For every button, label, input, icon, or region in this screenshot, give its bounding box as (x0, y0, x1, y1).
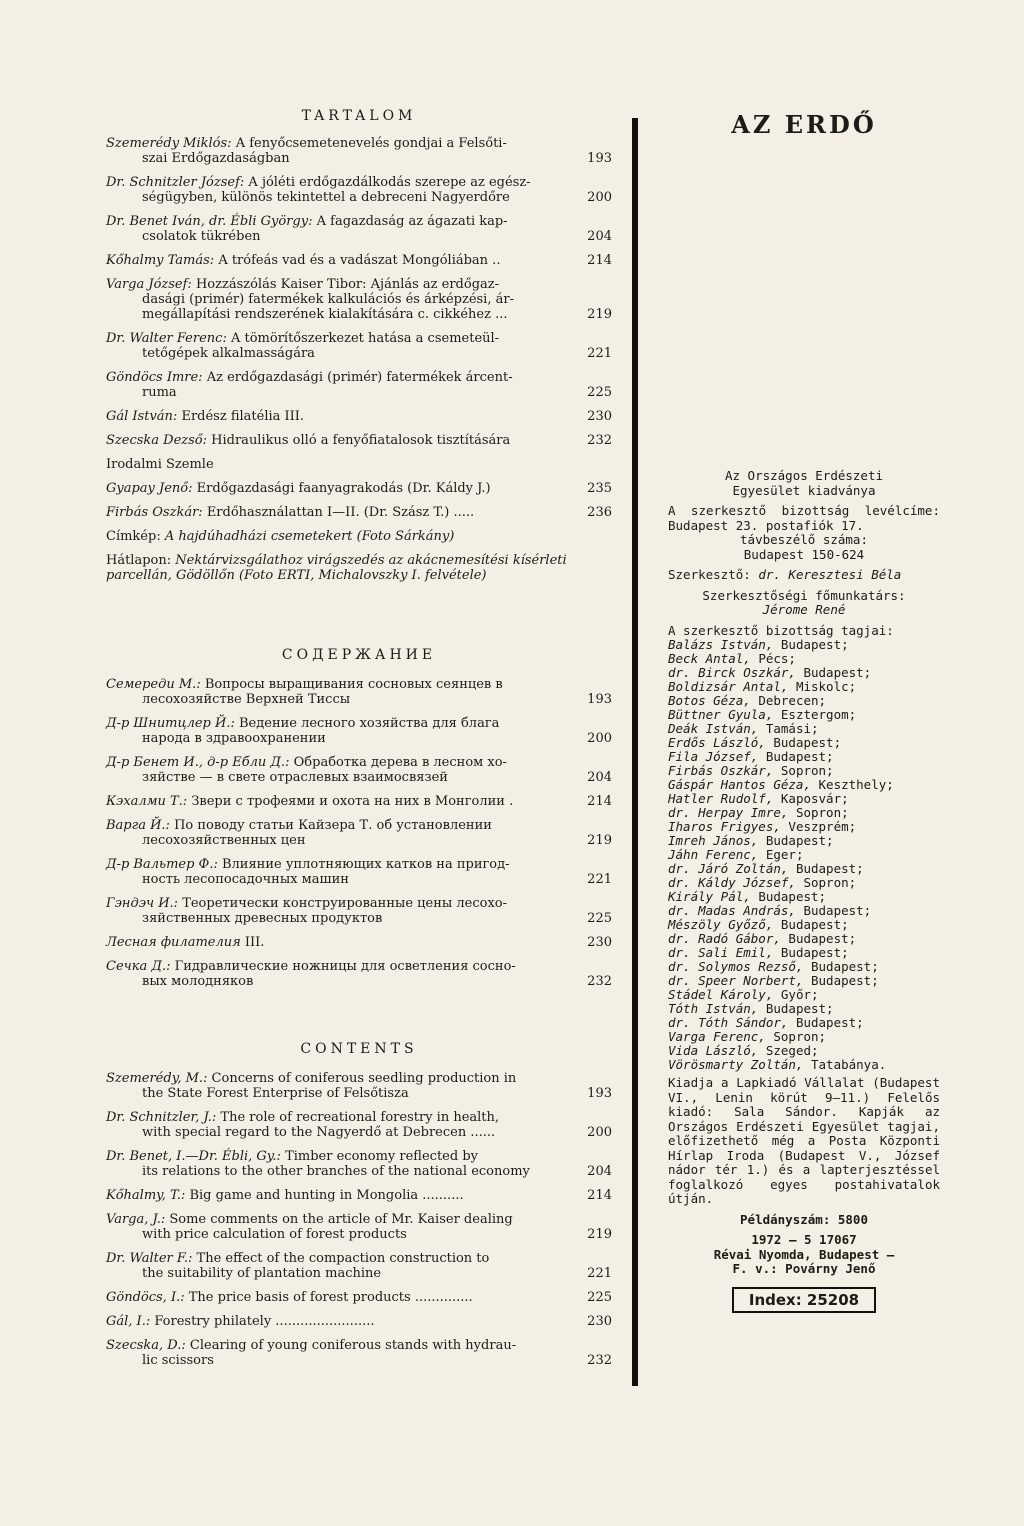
contents-entry (106, 1290, 612, 1305)
entry-page-number: 230 (587, 409, 612, 424)
entry-author: Д-р Бенет И., д-р Ебли Д.: (106, 755, 290, 770)
entry-title-continued: with special regard to the Nagyerdő at Debrecen ...... (142, 1125, 496, 1140)
contents-entry (106, 175, 612, 205)
member-name: Tóth István, (668, 1001, 759, 1016)
printer: Révai Nyomda, Budapest — (713, 1246, 895, 1262)
entry-title-continued: лесохозяйственных цен (142, 833, 306, 848)
editor (668, 568, 940, 583)
entry-author: Szemerédy Miklós: (106, 136, 232, 151)
entry-author: Kőhalmy, T.: (106, 1188, 186, 1203)
member-name: dr. Radó Gábor, (668, 931, 781, 946)
entry-author: Gál István: (106, 409, 178, 424)
contents-entry (106, 1110, 612, 1140)
publisher-line-2: Egyesület kiadványa (732, 482, 876, 498)
entry-author: Д-р Вальтер Ф.: (106, 857, 218, 872)
entry-title: The role of recreational forestry in health, (220, 1110, 500, 1125)
member-place: Budapest; (803, 903, 872, 918)
member-name: Boldizsár Antal, (668, 679, 789, 694)
entry-author: Firbás Oszkár: (106, 505, 203, 520)
board-member (668, 722, 940, 736)
member-name: Gáspár Hantos Géza, (668, 777, 811, 792)
contents-entry (106, 136, 612, 166)
phone (668, 533, 940, 562)
board-members (668, 638, 940, 1072)
en-contents-title: CONTENTS (300, 1041, 418, 1057)
member-name: Vörösmarty Zoltán, (668, 1057, 804, 1072)
board-member (668, 652, 940, 666)
entry-title: Звери с трофеями и охота на них в Монголии . (191, 794, 514, 809)
entry-title: Timber economy reflected by (285, 1149, 478, 1164)
entry-title-continued: dasági (primér) fatermékek kalkulációs és árképzési, ár- (142, 292, 514, 307)
member-place: Budapest; (780, 917, 849, 932)
entry-title: A trófeás vad és a vadászat Mongóliában .. (218, 253, 501, 268)
member-place: Budapest; (795, 861, 864, 876)
contents-entry (106, 1314, 612, 1329)
board-member (668, 932, 940, 946)
entry-title: Ведение лесного хозяйства для блага (239, 716, 500, 731)
entry-title: Az erdőgazdasági (primér) fatermékek árcent- (206, 370, 513, 385)
entry-author: Kőhalmy Tamás: (106, 253, 215, 268)
contents-entry (106, 253, 612, 268)
entry-title-continued: зяйственных древесных продуктов (142, 911, 383, 926)
entry-page-number: 225 (587, 1290, 612, 1305)
member-name: dr. Herpay Imre, (668, 805, 789, 820)
ru-contents-list (106, 677, 612, 989)
entry-title: A fenyőcsemetenevelés gondjai a Felsőti- (235, 136, 507, 151)
contents-column (106, 108, 612, 1377)
board-label: A szerkesztő bizottság tagjai: (668, 622, 894, 638)
entry-author: Лесная филателия (106, 935, 241, 950)
member-name: dr. Madas András, (668, 903, 796, 918)
entry-page-number: 204 (587, 1164, 612, 1179)
member-place: Budapest; (811, 959, 879, 974)
entry-page-number: 232 (587, 974, 612, 989)
entry-title-continued: лесохозяйстве Верхней Тиссы (142, 692, 351, 707)
review-list (106, 481, 612, 520)
contents-entry (106, 1188, 612, 1203)
member-place: Győr; (780, 987, 819, 1002)
column-divider (632, 118, 638, 1386)
entry-page-number: 236 (587, 505, 612, 520)
entry-title: Clearing of young coniferous stands with hydrau- (189, 1338, 517, 1353)
board-member (668, 876, 940, 890)
board-member (668, 904, 940, 918)
contents-entry (106, 755, 612, 785)
board-member (668, 1016, 940, 1030)
entry-title: Теоретически конструированные цены лесохо- (182, 896, 507, 911)
member-name: Firbás Oszkár, (668, 763, 774, 778)
contents-entry (106, 481, 612, 496)
entry-author: Варга Й.: (106, 818, 170, 833)
entry-page-number: 214 (587, 1188, 612, 1203)
entry-page-number: 193 (587, 151, 612, 166)
board-member (668, 708, 940, 722)
board-member (668, 666, 940, 680)
board-member (668, 1044, 940, 1058)
member-name: dr. Járó Zoltán, (668, 861, 789, 876)
entry-title-continued: tetőgépek alkalmasságára (142, 346, 315, 361)
entry-title: Big game and hunting in Mongolia .......... (189, 1188, 464, 1203)
printer-head: F. v.: Povárny Jenő (732, 1261, 876, 1276)
member-place: Budapest; (780, 945, 849, 960)
entry-title: A tömörítőszerkezet hatása a csemeteül- (230, 331, 500, 346)
contents-entry (106, 1338, 612, 1368)
member-place: Budapest; (758, 889, 827, 904)
member-name: Botos Géza, (668, 693, 751, 708)
entry-author: Гэндэч И.: (106, 896, 179, 911)
contents-entry (106, 1149, 612, 1179)
board-member (668, 764, 940, 778)
member-place: Sopron; (780, 763, 834, 778)
entry-title-continued: ность лесопосадочных машин (142, 872, 349, 887)
entry-title: Гидравлические ножницы для осветления сосно- (174, 959, 516, 974)
print-code: 1972 — 5 17067 (751, 1232, 857, 1247)
contents-entry (106, 959, 612, 989)
member-name: dr. Káldy József, (668, 875, 796, 890)
member-name: dr. Birck Oszkár, (668, 665, 796, 680)
ru-contents-title: СОДЕРЖАНИЕ (281, 647, 437, 663)
entry-title-continued: its relations to the other branches of the national economy (142, 1164, 530, 1179)
contents-entry (106, 409, 612, 424)
entry-title: Обработка дерева в лесном хо- (293, 755, 507, 770)
member-name: Király Pál, (668, 889, 751, 904)
entry-page-number: 221 (587, 872, 612, 887)
imprint-column (668, 110, 940, 1313)
entry-author: Szecska Dezső: (106, 433, 208, 448)
print-details (668, 1233, 940, 1277)
member-place: Esztergom; (780, 707, 857, 722)
cover-label: Címkép: (106, 529, 161, 544)
entry-title: The effect of the compaction construction to (196, 1251, 490, 1266)
chief-name: Jérome René (762, 602, 846, 617)
entry-title-continued: lic scissors (142, 1353, 214, 1368)
entry-author: Göndöcs Imre: (106, 370, 203, 385)
entry-author: Кэхалми Т.: (106, 794, 188, 809)
entry-title-continued: ségügyben, különös tekintettel a debreceni Nagyerdőre (142, 190, 510, 205)
board-member (668, 974, 940, 988)
member-place: Eger; (765, 847, 804, 862)
entry-title: Concerns of coniferous seedling production in (211, 1071, 517, 1086)
entry-author: Dr. Benet, I.—Dr. Ébli, Gy.: (106, 1149, 281, 1164)
member-name: Fila József, (668, 749, 759, 764)
member-name: Iharos Frigyes, (668, 819, 781, 834)
board-member (668, 694, 940, 708)
member-name: Hatler Rudolf, (668, 791, 774, 806)
board-member (668, 988, 940, 1002)
contents-entry (106, 1212, 612, 1242)
entry-page-number: 230 (587, 1314, 612, 1329)
member-name: Erdős László, (668, 735, 766, 750)
contents-entry (106, 794, 612, 809)
board-member (668, 1030, 940, 1044)
entry-title-continued: megállapítási rendszerének kialakítására c. cikkéhez ... (142, 307, 508, 322)
member-place: Sopron; (773, 1029, 827, 1044)
member-name: Jáhn Ferenc, (668, 847, 759, 862)
member-place: Budapest; (788, 931, 857, 946)
print-info: Kiadja a Lapkiadó Vállalat (Budapest VI., Lenin körút 9—11.) Felelős kiadó: Sala Sándor. Kapják az Országos Erdészeti Egyesület tagjai, előfizethető még a Posta Központi Hírlap Iroda (Budapest V., József nádor tér 1.) és a lapterjesztéssel foglalkozó egyes postahivatalok útján. (668, 1075, 940, 1206)
member-name: Balázs István, (668, 637, 774, 652)
entry-author: Д-р Шнитцлер Й.: (106, 716, 235, 731)
board-member (668, 960, 940, 974)
member-name: dr. Sali Emil, (668, 945, 774, 960)
entry-author: Göndöcs, I.: (106, 1290, 185, 1305)
entry-title: Hidraulikus olló a fenyőfiatalosok tisztítására (211, 433, 511, 448)
entry-author: Szecska, D.: (106, 1338, 186, 1353)
entry-title-continued: зяйстве — в свете отраслевых взаимосвязей (142, 770, 448, 785)
contents-entry (106, 1071, 612, 1101)
member-place: Budapest; (780, 637, 849, 652)
entry-author: Varga, J.: (106, 1212, 166, 1227)
board-member (668, 750, 940, 764)
contents-entry (106, 214, 612, 244)
board-member (668, 806, 940, 820)
entry-title: Влияние уплотняющих катков на пригод- (222, 857, 510, 872)
editorial-address: A szerkesztő bizottság levélcíme: Budapest 23. postafiók 17. (668, 503, 940, 533)
entry-title-continued: вых молодняков (142, 974, 254, 989)
contents-entry (106, 935, 612, 950)
entry-title-continued: the suitability of plantation machine (142, 1266, 382, 1281)
member-place: Tatabánya. (811, 1057, 887, 1072)
entry-page-number: 221 (587, 346, 612, 361)
entry-author: Dr. Schnitzler, J.: (106, 1110, 217, 1125)
entry-page-number: 214 (587, 253, 612, 268)
phone-number: Budapest 150-624 (743, 546, 865, 562)
entry-author: Dr. Walter F.: (106, 1251, 193, 1266)
entry-title: Some comments on the article of Mr. Kaiser dealing (169, 1212, 513, 1227)
entry-page-number: 204 (587, 770, 612, 785)
copies: Példányszám: 5800 (740, 1211, 868, 1227)
board-member (668, 834, 940, 848)
entry-page-number: 193 (587, 692, 612, 707)
entry-page-number: 221 (587, 1266, 612, 1281)
member-name: Imreh János, (668, 833, 759, 848)
entry-title: Erdőgazdasági faanyagrakodás (Dr. Káldy J.) (196, 481, 491, 496)
member-name: Stádel Károly, (668, 987, 774, 1002)
publisher (668, 469, 940, 498)
publisher-line-1: Az Országos Erdészeti (724, 468, 884, 483)
entry-title: A fagazdaság az ágazati kap- (316, 214, 508, 229)
contents-entry (106, 716, 612, 746)
hu-contents-title: TARTALOM (301, 108, 417, 124)
contents-entry (106, 505, 612, 520)
contents-entry (106, 896, 612, 926)
member-place: Pécs; (758, 651, 796, 666)
review-heading: Irodalmi Szemle (106, 457, 214, 472)
entry-title: A jóléti erdőgazdálkodás szerepe az egész- (248, 175, 531, 190)
member-place: Budapest; (795, 1015, 864, 1030)
entry-author: Семереди М.: (106, 677, 201, 692)
board-member (668, 890, 940, 904)
member-place: Miskolc; (795, 679, 857, 694)
contents-entry (106, 857, 612, 887)
board-member (668, 638, 940, 652)
member-place: Szeged; (765, 1043, 819, 1058)
chief-label: Szerkesztőségi főmunkatárs: (702, 587, 906, 603)
entry-author: Gál, I.: (106, 1314, 151, 1329)
entry-title: Forestry philately ........................ (154, 1314, 375, 1329)
board (668, 624, 940, 1073)
board-member (668, 820, 940, 834)
entry-page-number: 225 (587, 911, 612, 926)
member-place: Budapest; (803, 665, 872, 680)
member-place: Budapest; (811, 973, 879, 988)
entry-page-number: 219 (587, 833, 612, 848)
member-place: Budapest; (765, 749, 834, 764)
entry-page-number: 230 (587, 935, 612, 950)
member-name: Deák István, (668, 721, 759, 736)
entry-title: III. (244, 935, 265, 950)
board-member (668, 736, 940, 750)
entry-page-number: 200 (587, 190, 612, 205)
entry-title-continued: szai Erdőgazdaságban (142, 151, 290, 166)
entry-title: The price basis of forest products .............. (188, 1290, 473, 1305)
member-place: Kaposvár; (780, 791, 849, 806)
editor-label: Szerkesztő: (668, 567, 751, 582)
entry-title: По поводу статьи Кайзера Т. об установлении (174, 818, 492, 833)
entry-author: Varga József: (106, 277, 192, 292)
member-place: Veszprém; (788, 819, 857, 834)
member-place: Budapest; (765, 833, 834, 848)
member-place: Debrecen; (758, 693, 827, 708)
contents-entry (106, 433, 612, 448)
entry-page-number: 232 (587, 433, 612, 448)
member-name: dr. Solymos Rezső, (668, 959, 804, 974)
member-name: Vida László, (668, 1043, 759, 1058)
contents-entry (106, 370, 612, 400)
contents-entry (106, 277, 612, 322)
member-place: Sopron; (803, 875, 857, 890)
entry-page-number: 214 (587, 794, 612, 809)
board-member (668, 778, 940, 792)
member-name: dr. Speer Norbert, (668, 973, 804, 988)
entry-page-number: 225 (587, 385, 612, 400)
back-text: Nektárvizsgálathoz virágszedés az akácnemesítési kísérleti parcellán, Gödöllőn (Foto ERTI, Michalovszky I. felvétele) (106, 553, 567, 583)
member-place: Budapest; (773, 735, 842, 750)
board-member (668, 680, 940, 694)
contents-entry (106, 1251, 612, 1281)
entry-page-number: 219 (587, 1227, 612, 1242)
member-place: Keszthely; (818, 777, 894, 792)
journal-masthead: AZ ERDŐ (731, 110, 877, 139)
contents-entry (106, 818, 612, 848)
contents-entry (106, 677, 612, 707)
board-member (668, 1002, 940, 1016)
entry-author: Dr. Schnitzler József: (106, 175, 245, 190)
entry-title: Erdőhasználattan I—II. (Dr. Szász T.) ..... (206, 505, 475, 520)
entry-title: Erdész filatélia III. (181, 409, 305, 424)
entry-title-continued: with price calculation of forest products (142, 1227, 407, 1242)
entry-author: Szemerédy, M.: (106, 1071, 208, 1086)
board-member (668, 918, 940, 932)
back-caption (106, 553, 612, 583)
entry-page-number: 219 (587, 307, 612, 322)
contents-entry (106, 331, 612, 361)
entry-title-continued: народа в здравоохранении (142, 731, 326, 746)
member-place: Budapest; (765, 1001, 834, 1016)
back-label: Hátlapon: (106, 553, 172, 568)
editor-name: dr. Keresztesi Béla (758, 567, 902, 582)
member-name: Mészöly Győző, (668, 917, 774, 932)
entry-page-number: 193 (587, 1086, 612, 1101)
entry-page-number: 235 (587, 481, 612, 496)
chief-associate (668, 589, 940, 618)
cover-text: A hajdúhadházi csemetekert (Foto Sárkány) (164, 529, 455, 544)
member-name: Varga Ferenc, (668, 1029, 766, 1044)
member-name: Beck Antal, (668, 651, 751, 666)
board-member (668, 862, 940, 876)
member-name: Büttner Gyula, (668, 707, 774, 722)
entry-title-continued: csolatok tükrében (142, 229, 261, 244)
hu-contents-list (106, 136, 612, 448)
member-place: Sopron; (795, 805, 849, 820)
entry-page-number: 204 (587, 229, 612, 244)
entry-page-number: 232 (587, 1353, 612, 1368)
board-member (668, 792, 940, 806)
member-place: Tamási; (765, 721, 819, 736)
entry-author: Gyapay Jenő: (106, 481, 193, 496)
entry-author: Сечка Д.: (106, 959, 171, 974)
phone-label: távbeszélő száma: (740, 532, 868, 547)
entry-author: Dr. Benet Iván, dr. Ébli György: (106, 214, 313, 229)
member-name: dr. Tóth Sándor, (668, 1015, 789, 1030)
entry-title-continued: ruma (142, 385, 177, 400)
en-contents-list (106, 1071, 612, 1368)
cover-caption (106, 529, 612, 544)
index-box: Index: 25208 (732, 1287, 876, 1313)
entry-title-continued: the State Forest Enterprise of Felsőtisza (142, 1086, 409, 1101)
entry-page-number: 200 (587, 1125, 612, 1140)
board-member (668, 946, 940, 960)
board-member (668, 1058, 940, 1072)
entry-title: Вопросы выращивания сосновых сеянцев в (204, 677, 503, 692)
entry-title: Hozzászólás Kaiser Tibor: Ajánlás az erdőgaz- (195, 277, 500, 292)
entry-page-number: 200 (587, 731, 612, 746)
board-member (668, 848, 940, 862)
entry-author: Dr. Walter Ferenc: (106, 331, 227, 346)
